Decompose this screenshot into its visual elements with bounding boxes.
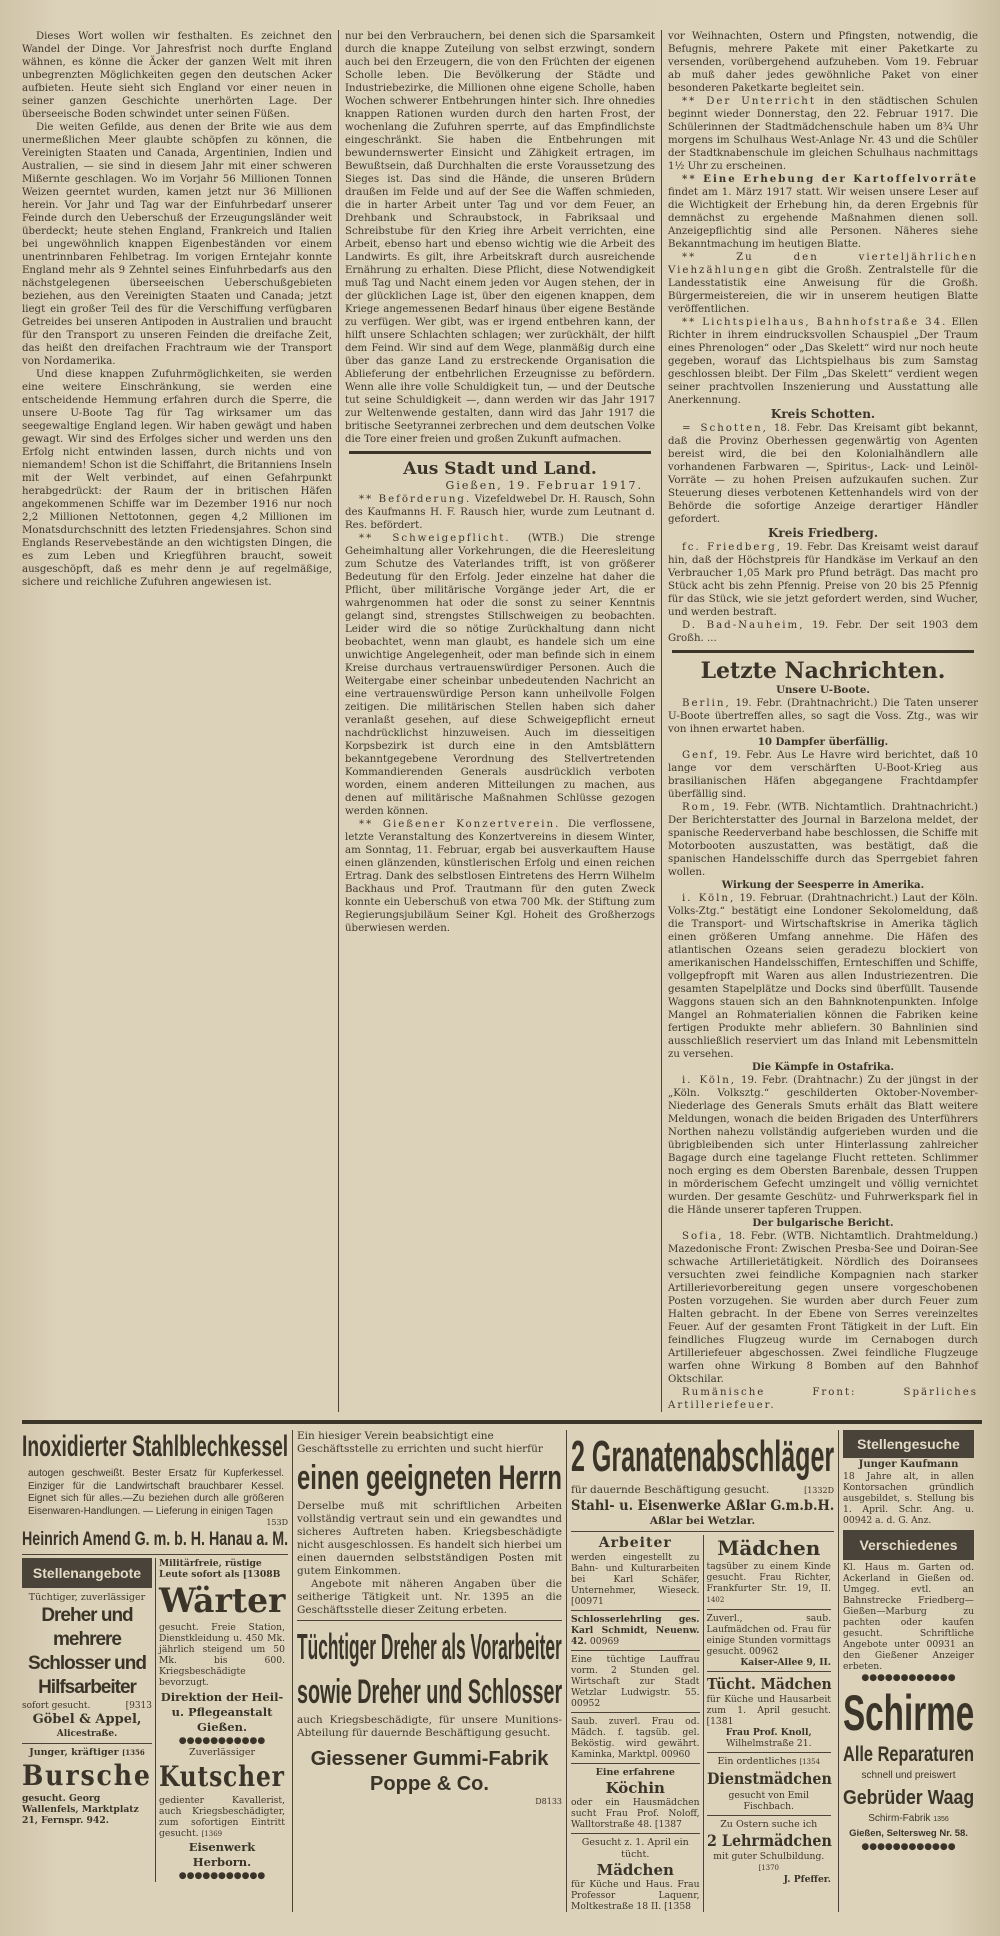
ad-title: Schirme xyxy=(843,1685,975,1741)
news-item xyxy=(668,422,978,526)
ad-code: [1354 xyxy=(799,1758,821,1766)
ad-text: gesucht. Georg Wallenfels, Marktplatz 21, Fernspr. 942. xyxy=(22,1793,139,1826)
ad-title: Dienstmädchen xyxy=(706,1769,832,1788)
ad-code: [1308B xyxy=(242,1569,281,1580)
item-lead: ** Schweigepflicht. xyxy=(359,533,511,544)
ad-street: Alicestraße. xyxy=(56,1729,118,1739)
item-text: 18. Febr. (WTB. Nichtamtlich. Drahtmeldung.) Mazedonische Front: Zwischen Presba-See und Doiran-See schwache Artillerietätigkeit. Nördlich des Doiransees versuchten zwei feindliche Kompagnien nach starker Artillerievorbereitung gegen unsere vorgeschobenen Posten vorzugehen. Sie wurden aber durch Feuer zum Halten gebracht. In der Ebene von Serres vereinzeltes Feuer. Auf der gesamten Front Tätigkeit in der Luft. Ein feindliches Flugzeug wurde im Cernabogen durch Artilleriefeuer abgeschossen. Zwei feindliche Flugzeuge warfen ohne Wirkung 8 Bomben auf den Bahnhof Oktschilar. xyxy=(668,1231,978,1385)
ad-code: 00962 xyxy=(749,1646,779,1657)
divider xyxy=(22,1743,152,1744)
ad-gummi-fabrik xyxy=(297,1624,562,1808)
item-lead: ** Lichtspielhaus, Bahnhofstraße 34. xyxy=(682,317,948,328)
article-columns xyxy=(22,30,1000,1412)
subsection-title: Kreis Schotten. xyxy=(770,407,876,421)
ad-pre: Zu Ostern suche ich xyxy=(720,1819,818,1830)
ad-text: Eine tüchtige Lauffrau vorm. 2 Stunden gel. Wirtschaft zur Stadt Wetzlar Ludwigstr. 55. xyxy=(571,1654,700,1698)
ad-waerter xyxy=(155,1558,288,1882)
ad-code: [1381 xyxy=(706,1716,734,1727)
banner-verschiedenes: Verschiedenes xyxy=(859,1537,958,1553)
subsection-title: Unsere U-Boote. xyxy=(776,684,870,696)
ads-col-c xyxy=(566,1430,838,1912)
ad-text: für dauernde Beschäftigung gesucht. xyxy=(571,1484,770,1496)
ads-col-b xyxy=(292,1430,566,1912)
ad-text: gesucht von Emil Fischbach. xyxy=(728,1790,809,1812)
news-item xyxy=(345,532,655,818)
ad-code: 1402 xyxy=(706,1596,725,1604)
section-title: Aus Stadt und Land. xyxy=(403,459,597,479)
ad-title: Bursche xyxy=(22,1759,152,1792)
article-col2 xyxy=(338,30,661,1412)
ad-text: mit guter Schulbildung. xyxy=(713,1851,825,1862)
subsection-title: Wirkung der Seesperre in Amerika. xyxy=(721,879,925,891)
ad-text: Derselbe muß mit schriftlichen Arbeiten vollständig vertraut sein und ein gewandtes und sicheres Auftreten haben. Kriegsbeschädigte nicht ausgeschlossen. Es handelt sich hierbei um einen dauernden selbstständigen Posten mit gutem Einkommen. xyxy=(297,1500,562,1577)
item-lead: ** Eine Erhebung der Kartoffelvorräte xyxy=(682,173,978,185)
item-text: findet am 1. März 1917 statt. Wir weisen unsere Leser auf die Wichtigkeit der Erhebung hin, da deren Ergebnis für demnächst zu ergehende Maßnahmen dienen soll. Anzeigepflichtig sind alle Personen. Näheres siehe Bekanntmachung im heutigen Blatte. xyxy=(668,187,978,250)
item-lead: = Schotten, xyxy=(682,423,768,434)
ad-title: Inoxidierter Stahlblechkessel xyxy=(22,1430,289,1463)
news-item xyxy=(668,95,978,173)
ad-pre: Ein hiesiger Verein beabsichtigt eine Geschäftsstelle zu errichten und sucht hierfür xyxy=(297,1430,543,1455)
small-ad xyxy=(571,1767,700,1830)
ad-text: Saub. zuverl. Frau od. Mädch. f. tagsüb. gel. Beköstig. wird gewährt. Kaminka, Marktpl. xyxy=(571,1716,700,1760)
ad-firm: Göbel & Appel, xyxy=(32,1712,142,1727)
item-text: Vizefeldwebel Dr. H. Rausch, Sohn des Kaufmanns H. F. Rausch hier, wurde zum Leutnant d. Res. befördert. xyxy=(345,494,655,531)
subsection-title: 10 Dampfer überfällig. xyxy=(757,736,889,748)
item-lead: Genf, xyxy=(682,750,720,761)
small-ad xyxy=(707,1819,832,1885)
ad-verschiedenes xyxy=(843,1530,974,1672)
item-text: 19. Febr. (WTB. Nichtamtlich. Drahtnachricht.) Der Berichterstatter des Journal in Barzelona meldet, der spanische Reederverband habe beschlossen, die Schiffe mit Motorbooten auszustatten, was bestätigt, daß die spanischen Handelsschiffe durch das Sperrgebiet fahren wollen. xyxy=(668,802,979,878)
ad-text: Zuverl., saub. Laufmädchen od. Frau für einige Stunden vormittags gesucht. xyxy=(706,1613,831,1657)
ads-section xyxy=(22,1430,1000,1912)
news-item xyxy=(668,541,978,619)
item-text: Die verflossene, letzte Veranstaltung des Konzertvereins in diesem Winter, am Sonntag, 11. Februar, ergab bei ausverkauftem Hause einen glänzenden, künstlerischen Erfolg und einen reichen Ertrag. Dank des selbstlosen Eintretens des Herrn Wilhelm Backhaus und Prof. Trautmann für den guten Zweck konnte ein Ueberschuß von etwa 700 Mk. der Stiftung zum Regierungsjubiläum Seiner Kgl. Hoheit des Großherzogs überwiesen werden. xyxy=(345,819,655,934)
news-item xyxy=(345,818,655,935)
small-ad xyxy=(571,1614,700,1647)
ad-title: Tüchtiger Dreher als Vorarbeiter xyxy=(297,1626,562,1667)
ad-street: Wilhelmstraße 21. xyxy=(725,1738,812,1749)
ad-code: [9313 xyxy=(125,1701,152,1711)
banner-stellenangebote: Stellenangebote xyxy=(32,1565,142,1581)
small-ad xyxy=(571,1535,700,1607)
ads-col-a xyxy=(22,1430,292,1912)
ad-code: [1387 xyxy=(654,1819,682,1830)
ad-pre: Junger, kräftiger xyxy=(29,1747,119,1758)
ads-col-d xyxy=(838,1430,978,1912)
ad-code: [1358 xyxy=(664,1901,692,1912)
item-text: 19. Febr. (Drahtnachricht.) Die Taten unserer U-Boote übertreffen alles, so sagt die Voss. Ztg., was wir von ihnen erwartet haben. xyxy=(668,698,978,735)
item-text: 18. Febr. Das Kreisamt gibt bekannt, daß die Provinz Oberhessen gegenwärtig von Agenten bereist wird, die bei den Kolonialhändlern alle vorhandenen Farbwaren —, Spiritus-, Lack- und Leinöl-Vorräte — zu hohen Preisen aufzukaufen suchen. Zur Steuerung dieses verbotenen Kettenhandels wird von der Behörde die sofortige Anzeige derartiger Händler gefordert. xyxy=(668,423,978,525)
item-lead: D. Bad-Nauheim, xyxy=(682,620,805,631)
divider xyxy=(571,1531,834,1532)
item-text: gibt die Großh. Zentralstelle für die Landesstatistik eine Anweisung für die Großh. Bürgermeistereien, die wir in unserem heutigen Blatte veröffentlichen. xyxy=(668,265,978,315)
subsection-title: Die Kämpfe in Ostafrika. xyxy=(751,1061,895,1073)
ad-title: Wärter xyxy=(159,1581,286,1621)
item-lead: i. Köln, xyxy=(682,893,736,904)
ad-pre: Tüchtiger, zuverlässiger xyxy=(28,1592,146,1603)
item-text: Ellen Richter in ihrem eindrucksvollen Schauspiel „Der Traum eines Phrenologen“ oder „Das Skelett“ wird nur noch heute gegeben, worauf das Lichtspielhaus bis zum Samstag geschlossen bleibt. Der Film „Das Skelett“ verdient wegen seiner prachtvollen Inszenierung und Ausstattung alle Anerkennung. xyxy=(668,317,978,406)
ad-address: Gießen, Seltersweg Nr. 58. xyxy=(849,1828,968,1839)
ad-text: Schlosserlehrling ges. Karl Schmidt, Neuenw. 42. xyxy=(571,1614,700,1647)
ad-code: 153D xyxy=(266,1518,288,1527)
ornament-dots: ●●●●●●●●●●●● xyxy=(861,1673,956,1683)
small-ad xyxy=(571,1716,700,1760)
ad-title: Dreher und mehrere Schlosser und Hilfsarbeiter xyxy=(28,1605,146,1698)
subsection-title: Kreis Friedberg. xyxy=(767,526,878,540)
ad-text: 18 Jahre alt, in allen Kontorsachen gründlich ausgebildet, s. Stellung bis 1. April. Schr. Ang. u. 00942 a. d. G. Anz. xyxy=(843,1471,974,1526)
ad-text: schnell und preiswert xyxy=(861,1770,956,1781)
small-ads-left xyxy=(571,1535,703,1912)
news-item xyxy=(668,316,978,407)
ad-title: Mädchen xyxy=(717,1536,821,1560)
ad-code: 1356 xyxy=(933,1816,949,1823)
item-lead: ** Gießener Konzertverein. xyxy=(359,819,561,830)
paragraph: vor Weihnachten, Ostern und Pfingsten, notwendig, die Befugnis, mehrere Pakete mit einer Paketkarte zu versenden, vorübergehend aufzuheben. Vom 19. Februar ab muß daher jedes gewöhnliche Paket von einer besonderen Paketkarte begleitet sein. xyxy=(668,31,978,94)
item-text: Rumänische Front: Spärliches Artilleriefeuer. xyxy=(668,1387,978,1411)
ad-code: [00971 xyxy=(571,1596,604,1607)
small-ad xyxy=(571,1654,700,1709)
small-ad xyxy=(707,1613,832,1668)
ad-text: tagsüber zu einem Kinde gesucht. Frau Richter, Frankfurter Str. 19, II. xyxy=(706,1561,831,1594)
ad-title: 2 Granatenabschläger xyxy=(571,1432,835,1481)
article-col1 xyxy=(22,30,338,1412)
ad-pre: Zuverlässiger xyxy=(189,1747,255,1758)
ad-sub: Alle Reparaturen xyxy=(843,1743,975,1766)
item-lead: i. Köln, xyxy=(682,1075,736,1086)
ad-granatenabschlaeger xyxy=(571,1430,834,1528)
ad-code: [1356 xyxy=(121,1748,145,1757)
ad-title: sowie Dreher und Schlosser xyxy=(297,1673,563,1711)
ad-text: gedienter Kavallerist, auch Kriegsbeschädigter, zum sofortigen Eintritt gesucht. xyxy=(159,1795,285,1839)
ad-title: Köchin xyxy=(605,1779,665,1797)
item-text: 19. Febr. (Drahtnachr.) Zu der jüngst in der „Köln. Volksztg.“ geschilderten Oktober-November-Niederlage des Generals Smuts erhält das Blatt weitere Meldungen, wonach die beiden Brigaden des Unterführers Northen nahezu vollständig aufgerieben wurden und die übrigbleibenden sich unter Hinterlassung zahlreicher Bagage durch eine tagelange Flucht retteten. Schlimmer noch erging es dem Obersten Barenbale, dessen Truppen in mörderischem Gefecht umzingelt und völlig vernichtet wurden. Der gesamte Geschütz- und Fuhrwerkspark fiel in die Hände unserer tapferen Truppen. xyxy=(668,1075,978,1216)
ad-pre: Gesucht z. 1. April ein tücht. xyxy=(581,1837,689,1860)
ad-firm: Eisenwerk Herborn. xyxy=(188,1840,256,1869)
paragraph: nur bei den Verbrauchern, bei denen sich die Sparsamkeit durch die knappe Zuteilung von selbst erzwingt, sondern auch bei den Erzeugern, die von den Früchten der eigenen Scholle leben. Die Bevölkerung der Städte und Industriebezirke, die Millionen ohne eigene Scholle, haben Wochen schwerer Entbehrungen hinter sich. Ihre ohnedies knappen Rationen wurden durch den harten Frost, der wochenlang die Zufuhren sperrte, auf das Empfindlichste eingeschränkt. Sie haben die Entbehrungen mit bewundernswerter Einsicht und Zähigkeit ertragen, im Bewußtsein, daß Durchhalten die erste Voraussetzung des Sieges ist. Das sind die Hände, die unseren Brüdern draußen im Felde und auf der See die Waffen schmieden, die in harter Arbeit unter Tag und vor dem Feuer, an Drehbank und Schraubstock, in Fabriksaal und Schreibstube für den Krieg ihre Arbeit verrichten, eine Arbeit, ebenso hart und ebenso wichtig wie die Arbeit des Landwirts. Es gilt, ihre Arbeitskraft durch ausreichende Ernährung zu erhalten. Diese Pflicht, diese Notwendigkeit muß Tag und Nacht einem jeden vor Augen stehen, der in der glücklichen Lage ist, über den eigenen knappen, dem Kriege angemessenen Bedarf hinaus über eigene Bestände zu verfügen. Wer gibt, was er irgend entbehren kann, der hilft unsere Schlachten schlagen; wer zurückhält, der hilft dem Feind. Wir sind auf dem Wege, planmäßig durch eine über das ganze Land zu erstreckende Organisation die Ablieferung der entbehrlichen Erzeugnisse zu befördern. Wenn alle ihre volle Schuldigkeit tun, — und der Deutsche tut seine Schuldigkeit —, dann werden wir das Jahr 1917 zur Weltenwende gestalten, dann wird das Jahr 1917 die britische Seetyrannei zerbrechen und dem deutschen Volke die Tore einer freien und großen Zukunft aufmachen. xyxy=(345,31,655,445)
ad-firm: Heinrich Amend G. m. b. H. Hanau a. M. xyxy=(22,1529,289,1550)
ad-text: oder ein Hausmädchen sucht Frau Prof. Noloff, Walltorstraße 48. xyxy=(571,1797,700,1830)
small-ad xyxy=(707,1756,832,1812)
small-ad xyxy=(571,1837,700,1912)
ad-stellengesuche xyxy=(843,1430,974,1526)
ad-text: für Küche und Haus. Frau Professor Laquenr, Moltkestraße 18 II. xyxy=(571,1879,700,1912)
news-item xyxy=(345,493,655,532)
ad-pre: Militärfreie, rüstige Leute sofort als xyxy=(159,1558,262,1580)
ad-text: für Küche und Hausarbeit zum 1. April gesucht. xyxy=(706,1694,831,1716)
ad-kessel xyxy=(22,1430,288,1551)
ad-pre: Eine erfahrene xyxy=(595,1767,675,1778)
item-lead: ** Der Unterricht xyxy=(682,96,816,107)
divider xyxy=(297,1620,562,1621)
ad-herrn xyxy=(297,1430,562,1617)
paragraph: Die weiten Gefilde, aus denen der Brite wie aus dem unermeßlichen Meer glaubte schöpfen zu können, die Vereinigten Staaten und Canada, Argentinien, Indien und Australien, — sie sind in diesem Jahr mit einer schweren Mißernte geschlagen. Wo im Vorjahr 56 Millionen Tonnen Weizen geerntet wurden, kamen jetzt nur 36 Millionen herein. Vor Jahr und Tag war der Einfuhrbedarf unserer Feinde durch den Ueberschuß der Erzeugungsländer weit überdeckt; heute stehen England, Frankreich und Italien bei ungewöhnlich knappen Eigenbeständen vor einem unentrinnbaren Fehlbetrag. Im vorigen Erntejahr konnte England mehr als 9 Zehntel seines Einfuhrbedarfs aus den nächstgelegenen überseeischen Ueberschußgebieten beziehen, aus den Vereinigten Staaten und Canada; jetzt liegt ein großer Teil des für die Verschiffung verfügbaren Getreides bei unseren Antipoden in Australien und braucht für den Transport zu unseren Feinden die dreifache Zeit, das heißt den dreifachen Frachtraum wie der Transport von Nordamerika. xyxy=(22,122,332,367)
ad-title: Junger Kaufmann xyxy=(858,1459,959,1470)
ad-code: D8133 xyxy=(535,1797,562,1806)
section-rule xyxy=(349,451,651,454)
ad-title: einen geeigneten Herrn xyxy=(297,1459,562,1497)
ad-firm: Poppe & Co. xyxy=(370,1773,489,1795)
ad-firm: Giessener Gummi-Fabrik xyxy=(310,1748,549,1770)
item-lead: Rom, xyxy=(682,802,717,813)
small-ads-mid xyxy=(703,1535,835,1912)
ad-schirme xyxy=(843,1684,974,1853)
subsection-title: Der bulgarische Bericht. xyxy=(752,1217,894,1229)
ads-rule xyxy=(22,1420,982,1424)
ad-firm: Schirm-Fabrik xyxy=(868,1813,931,1824)
ad-text: werden eingestellt zu Bahn- und Kulturarbeiten bei Karl Schäfer, Unternehmer, Wieseck. xyxy=(571,1552,700,1596)
item-text: 19. Febr. Das Kreisamt weist darauf hin, daß der Höchstpreis für Handkäse im Verkauf an den Verbraucher 1,05 Mark pro Pfund beträgt. Das macht pro Stück acht bis zehn Pfennig. Preise von 20 bis 25 Pfennig für das Stück, wie sie jetzt gefordert werden, sind Wucher, und werden bestraft. xyxy=(668,542,978,618)
ad-stellenangebote xyxy=(22,1558,155,1882)
ad-code: 00960 xyxy=(661,1749,691,1760)
divider xyxy=(22,1554,288,1555)
ad-text: auch Kriegsbeschädigte, für unsere Munitions-Abteilung für dauernde Beschäftigung gesucht. xyxy=(297,1714,562,1739)
news-item xyxy=(668,251,978,316)
ad-title: Kutscher xyxy=(159,1760,285,1793)
ad-bursche xyxy=(22,1747,152,1826)
banner-stellengesuche: Stellengesuche xyxy=(857,1436,960,1452)
small-ad xyxy=(707,1535,832,1606)
article-col3 xyxy=(661,30,984,1412)
item-lead: Sofia, xyxy=(682,1231,724,1242)
ad-text: sofort gesucht. xyxy=(22,1701,91,1711)
ad-code: 00952 xyxy=(571,1698,601,1709)
ad-firm: J. Pfeffer. xyxy=(783,1874,831,1885)
ad-title: Arbeiter xyxy=(598,1535,672,1551)
news-item xyxy=(668,173,978,251)
paragraph: Und diese knappen Zufuhrmöglichkeiten, sie werden eine weitere Einschränkung, sie werden eine entscheidende Hemmung erfahren durch die Sperre, die unsere U-Boote Tag für Tag wirksamer um das seegewaltige England legen. Wir haben gewägt und haben gewagt. Wir sind des Erfolges sicher und werden uns den Erfolg nicht entwinden lassen, durch nichts und von niemandem! Schon ist die Schiffahrt, die Britanniens Inseln mit der Welt verbindet, auf einen Gefahrpunkt herabgedrückt: der Raum der in britischen Häfen angekommenen Schiffe war im Dezember 1916 nur noch 2,2 Millionen Nettotonnen, gegen 4,2 Millionen im Monatsdurchschnitt des letzten Friedensjahres. Schon sind Englands Reservebestände an den wichtigsten Dingen, die es zum Leben und Kriegführen braucht, soweit ausgeschöpft, daß es mehr denn je auf regelmäßige, sichere und reichliche Zufuhren angewiesen ist. xyxy=(22,369,332,588)
item-lead: fc. Friedberg, xyxy=(682,542,783,553)
ad-title: Mädchen xyxy=(596,1861,674,1879)
item-text: 19. Februar. (Drahtnachricht.) Laut der Köln. Volks-Ztg.“ bestätigt eine Londoner Sekolomeldung, daß die Transport- und Wirtschaftskrise in Amerika täglich einen größeren Umfang annehme. Die Häfen des atlantischen Ozeans seien geradezu blockiert von amerikanischen Handelsschiffen, Ernteschiffen und Schiffe, vollgepfropft mit Waren aus allen Industriezentren. Die gesamten Stapelplätze und Docks sind überfüllt. Tausende Waggons stauen sich an den Bahnknotenpunkten. Infolge Mangel an Rohmaterialien können die Fabriken keine fertigen Produkte mehr abliefern. 30 Bahnlinien sind ausschließlich reserviert um das Inland mit Lebensmitteln zu versehen. xyxy=(668,893,978,1060)
ad-title: 2 Lehrmädchen xyxy=(706,1831,832,1850)
ornament-dots: ●●●●●●●●●●● xyxy=(178,1736,266,1746)
ad-code: [1369 xyxy=(201,1830,223,1838)
ad-firm: Kaiser-Allee 9, II. xyxy=(740,1657,831,1668)
ad-place: Aßlar bei Wetzlar. xyxy=(649,1515,756,1527)
ad-code: [1370 xyxy=(758,1864,780,1872)
ad-text: gesucht. Freie Station, Dienstkleidung u. 450 Mk. jährlich steigend um 50 Mk. bis 600. Kriegsbeschädigte bevorzugt. xyxy=(159,1622,285,1688)
ad-firm: Stahl- u. Eisenwerke Aßlar G.m.b.H. xyxy=(571,1498,835,1514)
ad-code: [1332D xyxy=(804,1486,834,1495)
ad-title: Tücht. Mädchen xyxy=(706,1675,832,1693)
section-rule xyxy=(672,650,974,653)
item-text: (WTB.) Die strenge Geheimhaltung aller Vorkehrungen, die die Heeresleitung zum Schutze des Vaterlandes trifft, ist von größerer Bedeutung für den Erfolg. Jeder einzelne hat daher die Pflicht, über militärische Vorgänge jeder Art, die er wahrgenommen hat oder die sonst zu seiner Kenntnis gelangt sind, strengstes Stillschweigen zu beobachten. Leider wird die so nötige Zurückhaltung dann nicht beobachtet, wenn man glaubt, es handele sich um eine unwichtige Angelegenheit, oder man befinde sich in einem Kreise durchaus vertrauenswürdiger Personen. Auch die Weitergabe einer scheinbar unbedeutenden Nachricht an eine vertrauenswürdige Person kann unheilvolle Folgen zeitigen. Die militärischen Stellen haben sich daher veranlaßt gesehen, auf diese Schweigepflicht erneut nachdrücklichst hinzuweisen. Auch im diesseitigen Korpsbezirk ist durch eine in den Amtsblättern bekanntgegebene Verordnung des Stellvertretenden Kommandierenden Generals ausdrücklich verboten worden, einem anderen Mitteilungen zu machen, aus denen auf militärische Maßnahmen Schlüsse gezogen werden können. xyxy=(345,533,655,817)
ad-firm: Gebrüder Waag xyxy=(843,1787,975,1809)
ornament-dots: ●●●●●●●●●●●● xyxy=(861,1842,956,1852)
item-lead: ** Beförderung. xyxy=(359,494,472,505)
item-text: 19. Febr. Aus Le Havre wird berichtet, daß 10 lange vor dem verschärften U-Boot-Krieg aus brasilianischen Häfen abgegangene Frachtdampfer überfällig sind. xyxy=(668,750,978,800)
ad-text: Kl. Haus m. Garten od. Ackerland in Gießen od. Umgeg. evtl. an Bahnstrecke Friedberg—Gießen—Marburg zu pachten oder kaufen gesucht. Schriftliche Angebote unter 00931 an den Gießener Anzeiger erbeten. xyxy=(843,1562,974,1672)
ad-text: Angebote mit näheren Angaben über die seitherige Tätigkeit unt. Nr. 1395 an die Geschäftsstelle dieser Zeitung erbeten. xyxy=(297,1578,562,1616)
dateline: Gießen, 19. Februar 1917. xyxy=(445,479,643,492)
ad-text: autogen geschweißt. Bester Ersatz für Kupferkessel. Einziger für die Landwirtschaft brauchbarer Kessel. Eignet sich für alles.—Zu beziehen durch alle größeren Eisenwaren-Handlungen. — Lieferung in einigen Tagen xyxy=(28,1468,284,1517)
item-lead: ** Zu den vierteljährlichen Viehzählungen xyxy=(668,252,978,276)
ad-firm: Direktion der Heil- u. Pflegeanstalt Gießen. xyxy=(160,1690,284,1734)
item-text: 19. Febr. Der seit 1903 dem Großh. ... xyxy=(668,620,978,644)
ad-pre: Ein ordentliches xyxy=(717,1756,797,1767)
ad-firm: Frau Prof. Knoll, xyxy=(725,1727,812,1738)
item-lead: Berlin, xyxy=(682,698,731,709)
ornament-dots: ●●●●●●●●●●● xyxy=(178,1871,266,1881)
paragraph: Dieses Wort wollen wir festhalten. Es zeichnet den Wandel der Dinge. Vor Jahresfrist noch durfte England wähnen, es könne die Äcker der ganzen Welt mit ihren unbegrenzten Möglichkeiten gegen den deutschen Acker aufbieten. Heute sieht sich England vor einer neuen in seiner ganzen Geschichte unerhörten Lage. Der überseeische Boden schwindet unter seinen Füßen. xyxy=(22,31,332,120)
section-title: Letzte Nachrichten. xyxy=(700,658,946,684)
ad-code: 00969 xyxy=(589,1636,620,1647)
news-item xyxy=(668,619,978,645)
item-text: in den städtischen Schulen beginnt wieder Donnerstag, den 22. Februar 1917. Die Schülerinnen der Stadtmädchenschule haben um 8¾ Uhr morgens im Schulhaus West-Anlage Nr. 43 und die Schüler der Stadtknabenschule im gleichen Schulhaus nachmittags 1½ Uhr zu erscheinen. xyxy=(668,96,978,172)
small-ad xyxy=(707,1675,832,1749)
